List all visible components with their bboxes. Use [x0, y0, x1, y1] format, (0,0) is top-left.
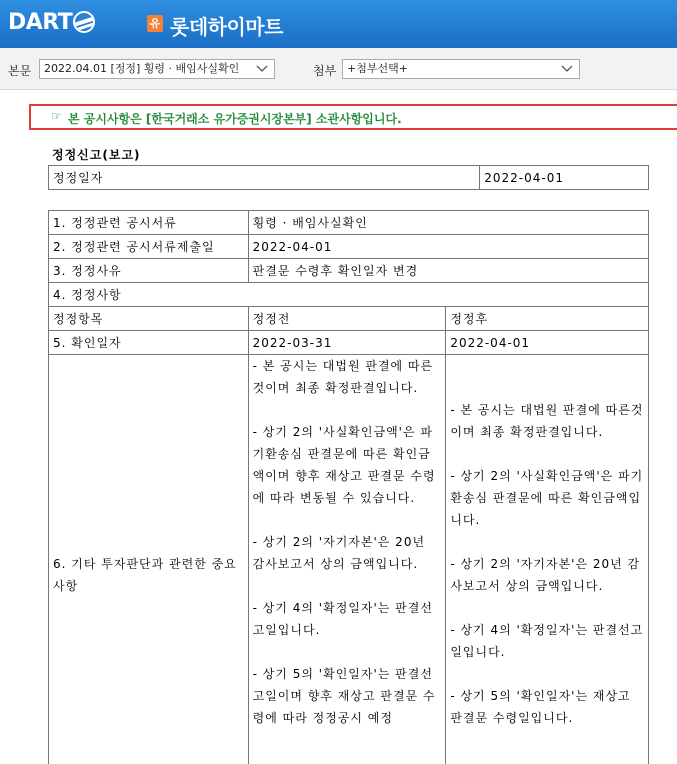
correction-details-table — [48, 210, 649, 764]
row-label: 1. 정정관련 공시서류 — [49, 211, 249, 235]
table-row — [49, 331, 649, 355]
correction-date-table — [48, 165, 649, 190]
logo-text: DART — [8, 9, 73, 35]
header-after: 정정후 — [446, 307, 649, 331]
date-label-cell: 정정일자 — [49, 166, 480, 190]
notice-text: 본 공시사항은 [한국거래소 유가증권시장본부] 소관사항입니다. — [68, 112, 402, 126]
company-name: 롯데하이마트 — [170, 15, 283, 39]
row-item: 6. 기타 투자판단과 관련한 중요사항 — [49, 355, 249, 764]
chevron-down-icon — [256, 62, 268, 74]
document-content — [0, 94, 677, 764]
globe-icon — [73, 11, 95, 33]
table-row — [49, 235, 649, 259]
notice-box — [29, 104, 677, 130]
report-title: 정정신고(보고) — [52, 148, 141, 162]
table-row — [49, 166, 649, 190]
body-label: 본문 — [8, 64, 32, 78]
row-before: - 본 공시는 대법원 판결에 따른것이며 최종 확정판결입니다. - 상기 2의 '사실확인금액'은 파기환송심 판결문에 따른 확인금액이며 향후 재상고 판결문 수령에 따라 변동될 수 있습니다. - 상기 2의 '자기자본'은 20년 감사보고서 상의 금액입니다. - 상기 4의 '확정일자'는 판결선고일입니다. - 상기 5의 '확인일자'는 판결선고일이며 향후 재상고 판결문 수령에 따라 정정공시 예정 — [248, 355, 446, 764]
body-document-select[interactable] — [39, 59, 275, 79]
row-value: 2022-04-01 — [248, 235, 648, 259]
dart-logo[interactable] — [8, 7, 95, 37]
attachment-select[interactable] — [342, 59, 580, 79]
document-toolbar — [0, 48, 677, 90]
table-row — [49, 283, 649, 307]
table-row — [49, 211, 649, 235]
pointing-hand-icon: ☞ — [51, 109, 62, 123]
row-label: 2. 정정관련 공시서류제출일 — [49, 235, 249, 259]
table-row — [49, 259, 649, 283]
row-value: 판결문 수령후 확인일자 변경 — [248, 259, 648, 283]
header-item: 정정항목 — [49, 307, 249, 331]
row-after: 2022-04-01 — [446, 331, 649, 355]
header-before: 정정전 — [248, 307, 446, 331]
row-label: 4. 정정사항 — [49, 283, 649, 307]
row-value: 횡령 · 배임사실확인 — [248, 211, 648, 235]
top-header-bar — [0, 0, 677, 48]
market-badge: 유 — [147, 15, 163, 32]
attach-select-value: +첨부선택+ — [347, 62, 408, 75]
row-label: 3. 정정사유 — [49, 259, 249, 283]
row-after: - 본 공시는 대법원 판결에 따른것이며 최종 확정판결입니다. - 상기 2의 '사실확인금액'은 파기환송심 판결문에 따른 확인금액입니다. - 상기 2의 '자기자본'은 20년 감사보고서 상의 금액입니다. - 상기 4의 '확정일자'는 판결선고일입니다. - 상기 5의 '확인일자'는 재상고 판결문 수령일입니다. — [446, 355, 649, 764]
table-header-row — [49, 307, 649, 331]
table-row — [49, 355, 649, 764]
row-before: 2022-03-31 — [248, 331, 446, 355]
attach-label: 첨부 — [313, 64, 337, 78]
body-select-value: 2022.04.01 [정정] 횡령 · 배임사실확인 — [44, 62, 240, 75]
date-value-cell: 2022-04-01 — [480, 166, 649, 190]
row-item: 5. 확인일자 — [49, 331, 249, 355]
chevron-down-icon — [561, 62, 573, 74]
